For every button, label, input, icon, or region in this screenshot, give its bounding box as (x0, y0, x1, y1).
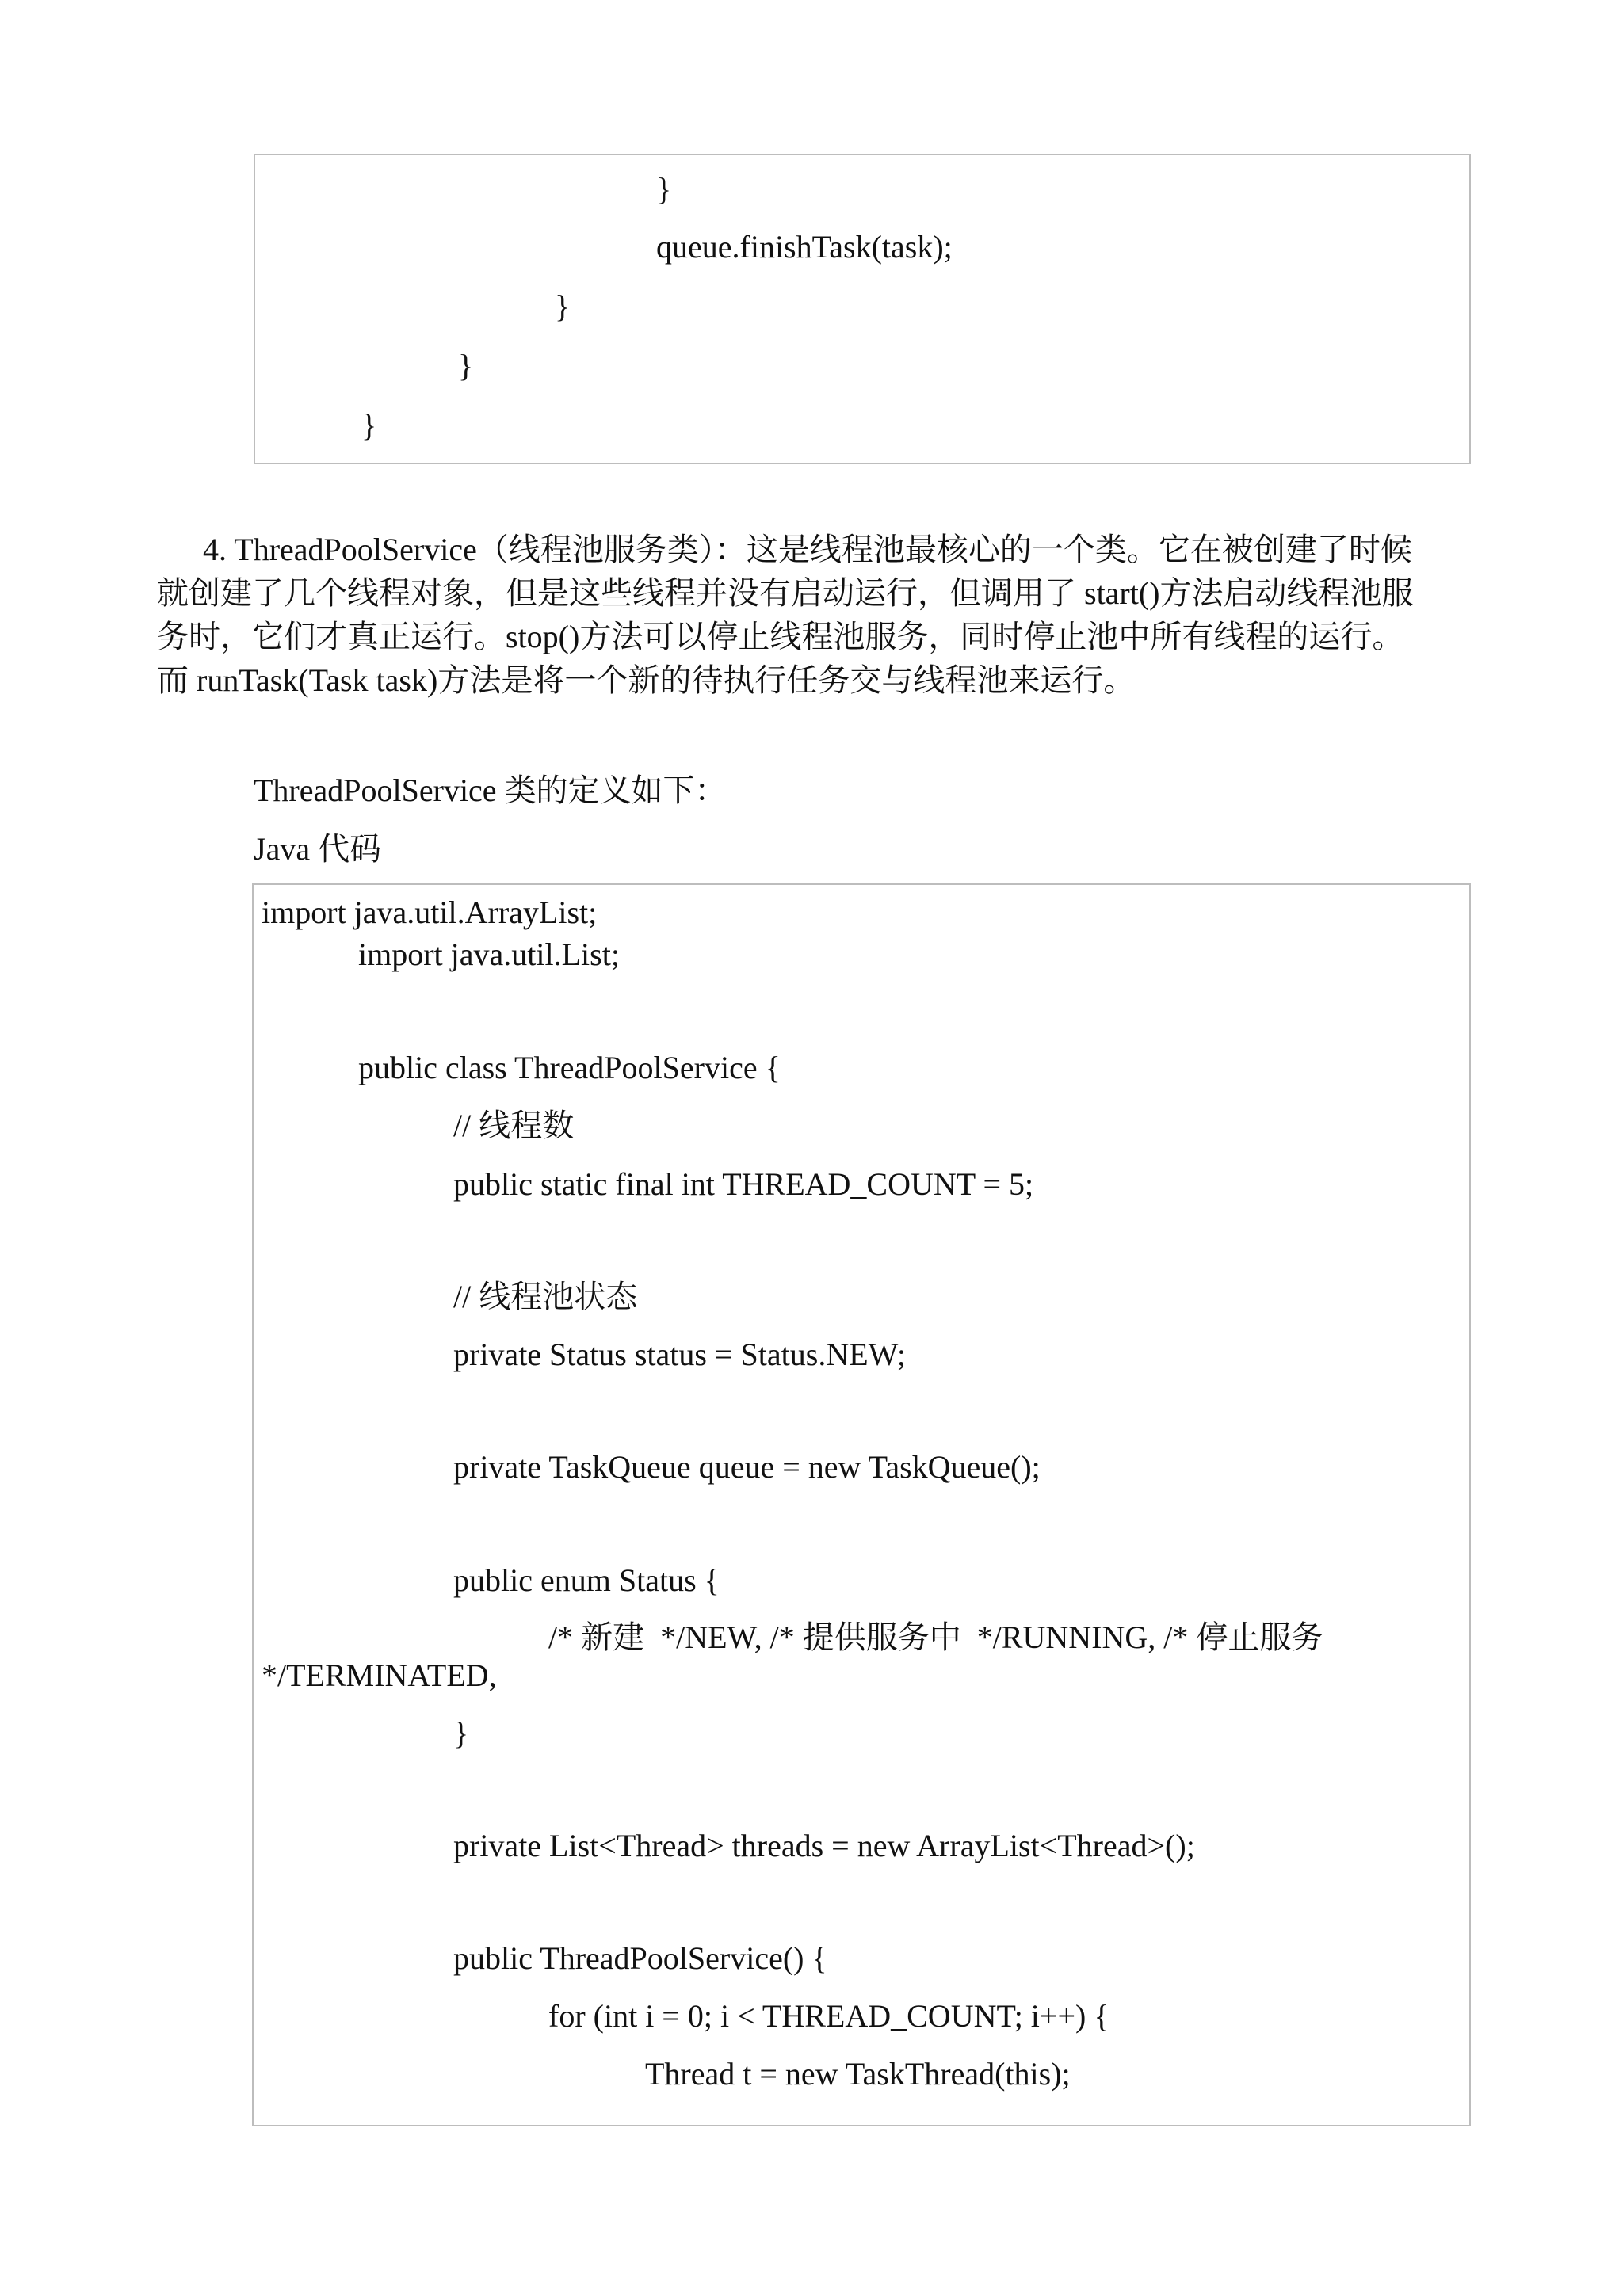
code-line: private TaskQueue queue = new TaskQueue(); (453, 1449, 1041, 1485)
paragraph-line: 务时，它们才真正运行。stop()方法可以停止线程池服务，同时停止池中所有线程的运行。 (157, 619, 1404, 654)
code-line: private List<Thread> threads = new ArrayList<Thread>(); (453, 1828, 1195, 1863)
code-line: private Status status = Status.NEW; (453, 1337, 907, 1372)
code-label: Java 代码 (254, 831, 382, 867)
code-line: */TERMINATED, (262, 1657, 497, 1693)
code-line: import java.util.List; (358, 936, 620, 972)
code-line: Thread t = new TaskThread(this); (645, 2056, 1071, 2092)
definition-intro: ThreadPoolService 类的定义如下： (254, 772, 727, 808)
code-block-continuation (254, 154, 1471, 464)
code-block-threadpoolservice (252, 883, 1471, 2126)
paragraph-line: 就创建了几个线程对象，但是这些线程并没有启动运行，但调用了 start()方法启动线程池服 (157, 575, 1414, 611)
code-line: // 线程数 (453, 1108, 575, 1143)
code-line: } (458, 348, 474, 383)
code-line: public static final int THREAD_COUNT = 5; (453, 1166, 1034, 1202)
paragraph-line: 4. ThreadPoolService（线程池服务类）：这是线程池最核心的一个类。它在被创建了时候 (203, 532, 1412, 567)
code-line: } (656, 171, 672, 207)
code-line: for (int i = 0; i < THREAD_COUNT; i++) { (548, 1998, 1109, 2034)
code-line: } (453, 1715, 469, 1751)
code-line: /* 新建 */NEW, /* 提供服务中 */RUNNING, /* 停止服务 (548, 1619, 1323, 1655)
code-line: public class ThreadPoolService { (358, 1050, 781, 1085)
code-line: public enum Status { (453, 1562, 720, 1598)
code-line: // 线程池状态 (453, 1279, 638, 1314)
code-line: public ThreadPoolService() { (453, 1940, 827, 1976)
paragraph-line: 而 runTask(Task task)方法是将一个新的待执行任务交与线程池来运行。 (157, 662, 1136, 698)
code-line: import java.util.ArrayList; (262, 894, 598, 930)
code-line: queue.finishTask(task); (656, 229, 953, 265)
code-line: } (555, 288, 571, 324)
code-line: } (361, 407, 377, 443)
